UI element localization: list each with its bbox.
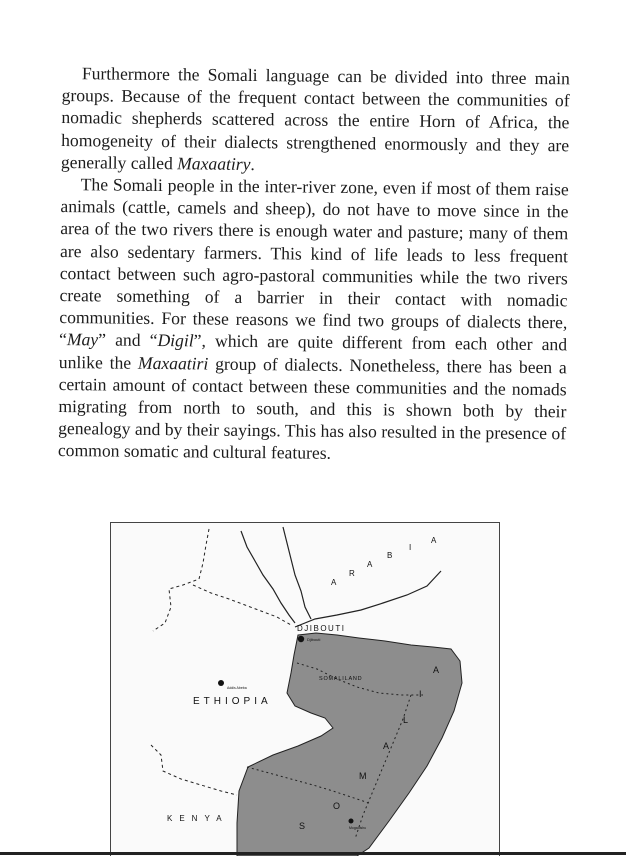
italic-term: Digil [157,330,194,351]
paragraph-1 [61,62,570,178]
label-somalia-2: O [333,801,341,811]
italic-term: May [66,329,99,350]
text-run: ”, which are quite different from each other and unlike the [58,330,568,373]
label-arabia-2: R [349,569,355,578]
text-run: ” and “ [98,329,158,351]
map-figure [110,522,500,856]
label-arabia-6: A [431,536,437,545]
label-somalia-1: S [299,821,306,831]
label-ethiopia: ETHIOPIA [193,696,272,707]
label-addis-abeba: Addis Abeba [227,686,247,690]
ethiopia-border [153,529,209,631]
italic-term: Maxaatiry [177,153,251,174]
text-run: The Somali people in the inter-river zone, even if most of them raise animals (cattle, camels and sheep), do not have to move since in the area of the two rivers there is enough water and pasture; many of them are also sedentary farmers. This kind of life leads to less frequent contact between such agro-pastoral communities while the two rivers create something of a barrier in their contact with nomadic communities. For these reasons we find two groups of dialects there, “ [58,174,569,350]
addis-abeba-dot [218,680,224,686]
label-somalia-4: A [383,741,390,751]
label-somaliland: SOMALILAND [319,676,363,682]
label-somalia-3: M [359,771,367,781]
label-kenya: KENYA [167,814,229,823]
label-arabia-5: I [409,543,412,552]
label-djibouti: DJIBOUTI [297,624,346,633]
arabia-coast [295,571,441,627]
body-text [58,62,570,467]
mogadishu-dot [349,819,354,824]
ethiopia-border-upper [193,585,291,625]
label-somalia-6: I [419,689,422,699]
label-arabia-4: B [387,551,393,560]
text-run: . [250,153,256,174]
paragraph-2 [58,173,569,467]
djibouti-city-dot [298,636,304,642]
italic-term: Maxaatiri [137,352,209,374]
horn-of-africa-map [111,523,499,856]
label-somalia-7: A [433,665,440,675]
label-mogadishu: Mogadishu [349,826,367,830]
text-run: Furthermore the Somali language can be divided into three main groups. Because of the frequent contact between the communities of nomadic shepherds scattered across the entire Horn of Africa, the homogeneity of their dialects strengthened enormously and they are generally called [60,63,570,174]
text-run: group of dialects. Nonetheless, there has been a certain amount of contact between these communities and the nomads migrating from north to south, and this is shown both by their genealogy and by their sayings. This has also resulted in the presence of common somatic and cultural features. [57,353,567,464]
label-arabia-1: A [331,578,337,587]
label-somalia-5: L [403,715,409,725]
red-sea-coast [283,527,311,619]
label-djibouti-city: Djibouti [307,637,321,642]
kenya-border [151,745,237,795]
label-arabia-3: A [367,560,373,569]
